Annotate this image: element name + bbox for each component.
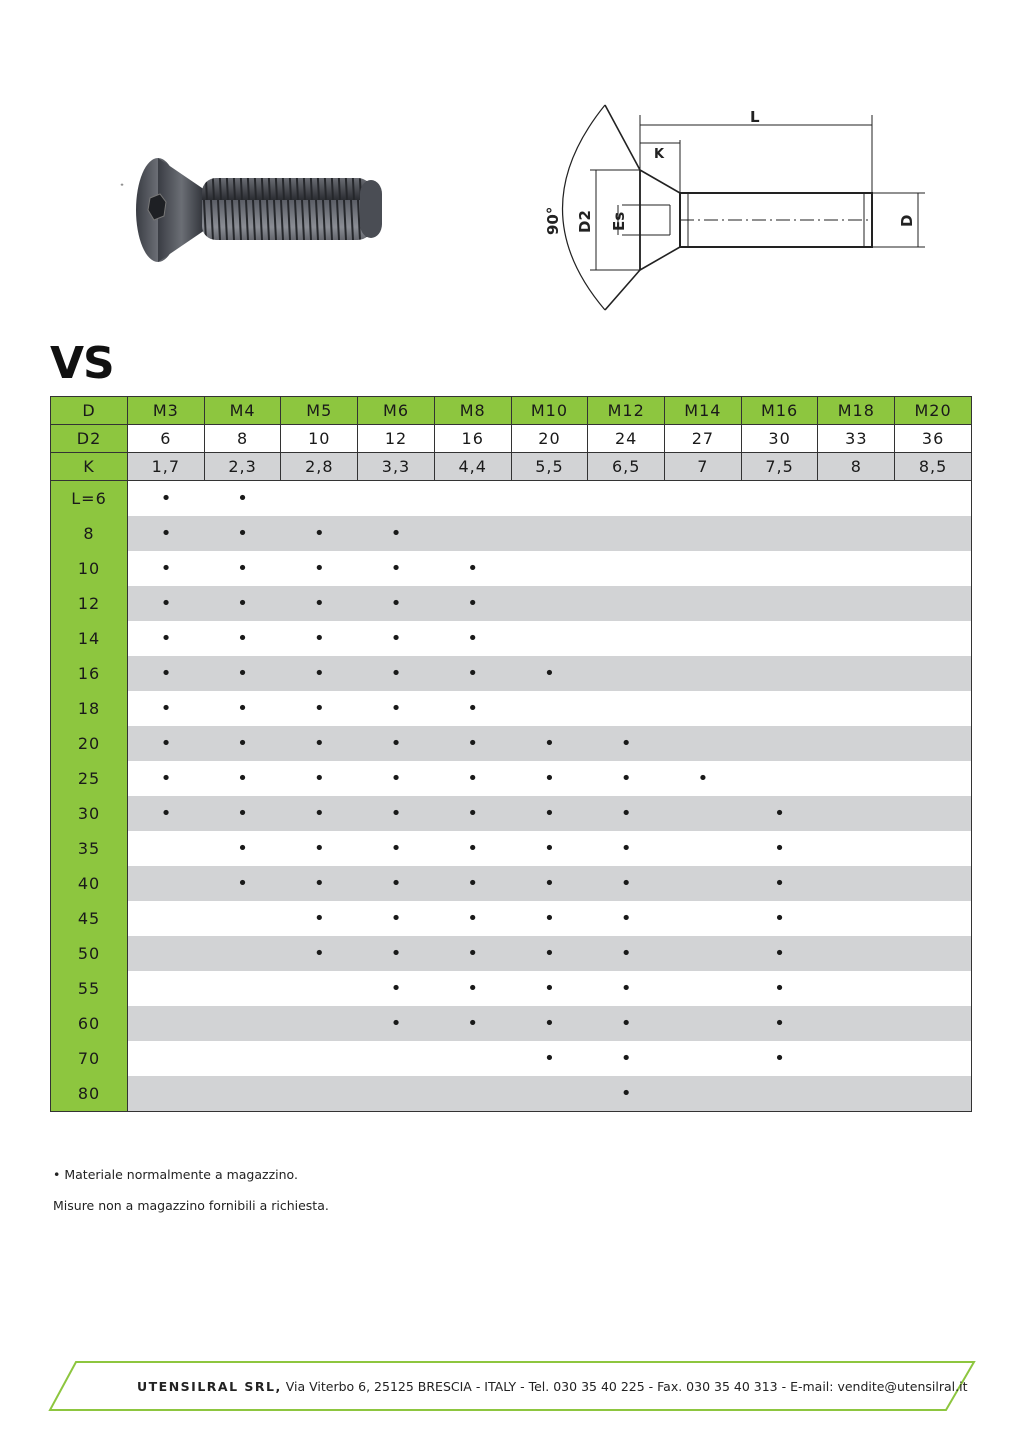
availability-mark: • bbox=[511, 796, 588, 831]
k-value: 7 bbox=[665, 453, 742, 481]
table-row bbox=[51, 901, 972, 936]
empty-cell bbox=[818, 1076, 895, 1112]
availability-mark: • bbox=[204, 551, 281, 586]
availability-mark: • bbox=[511, 726, 588, 761]
size-header: M16 bbox=[741, 397, 818, 425]
availability-mark: • bbox=[204, 761, 281, 796]
empty-cell bbox=[358, 1041, 435, 1076]
availability-mark: • bbox=[128, 761, 205, 796]
availability-mark: • bbox=[128, 586, 205, 621]
table-row bbox=[51, 726, 972, 761]
d2-label: D2 bbox=[51, 425, 128, 453]
availability-mark: • bbox=[588, 866, 665, 901]
label-angle: 90° bbox=[544, 206, 562, 235]
d2-value: 6 bbox=[128, 425, 205, 453]
size-header: M3 bbox=[128, 397, 205, 425]
availability-mark: • bbox=[741, 1006, 818, 1041]
empty-cell bbox=[588, 551, 665, 586]
empty-cell bbox=[895, 936, 972, 971]
empty-cell bbox=[741, 691, 818, 726]
empty-cell bbox=[895, 726, 972, 761]
table-row bbox=[51, 1041, 972, 1076]
availability-mark: • bbox=[434, 656, 511, 691]
size-table bbox=[50, 396, 972, 1112]
table-row bbox=[51, 936, 972, 971]
availability-mark: • bbox=[434, 761, 511, 796]
label-d: D bbox=[898, 214, 916, 227]
length-label: 20 bbox=[51, 726, 128, 761]
empty-cell bbox=[818, 516, 895, 551]
empty-cell bbox=[128, 1006, 205, 1041]
availability-mark: • bbox=[434, 586, 511, 621]
page-title: VS bbox=[50, 338, 114, 389]
size-header: M4 bbox=[204, 397, 281, 425]
footer-text bbox=[137, 1379, 968, 1394]
availability-mark: • bbox=[281, 866, 358, 901]
d2-value: 16 bbox=[434, 425, 511, 453]
k-value: 3,3 bbox=[358, 453, 435, 481]
table-row bbox=[51, 621, 972, 656]
availability-mark: • bbox=[741, 901, 818, 936]
empty-cell bbox=[128, 1041, 205, 1076]
empty-cell bbox=[204, 901, 281, 936]
empty-cell bbox=[588, 481, 665, 517]
availability-mark: • bbox=[434, 726, 511, 761]
empty-cell bbox=[204, 1041, 281, 1076]
empty-cell bbox=[895, 1041, 972, 1076]
availability-mark: • bbox=[358, 621, 435, 656]
availability-mark: • bbox=[511, 901, 588, 936]
availability-mark: • bbox=[588, 901, 665, 936]
availability-mark: • bbox=[128, 796, 205, 831]
length-label: 10 bbox=[51, 551, 128, 586]
length-label: 45 bbox=[51, 901, 128, 936]
availability-mark: • bbox=[358, 761, 435, 796]
header-label: D bbox=[51, 397, 128, 425]
availability-mark: • bbox=[358, 971, 435, 1006]
empty-cell bbox=[281, 971, 358, 1006]
availability-mark: • bbox=[281, 901, 358, 936]
availability-mark: • bbox=[281, 691, 358, 726]
table-row bbox=[51, 831, 972, 866]
size-header: M8 bbox=[434, 397, 511, 425]
length-label: 40 bbox=[51, 866, 128, 901]
table-row bbox=[51, 761, 972, 796]
empty-cell bbox=[281, 1041, 358, 1076]
availability-mark: • bbox=[588, 1041, 665, 1076]
availability-mark: • bbox=[434, 936, 511, 971]
empty-cell bbox=[818, 1041, 895, 1076]
availability-mark: • bbox=[204, 866, 281, 901]
availability-mark: • bbox=[434, 831, 511, 866]
d2-value: 27 bbox=[665, 425, 742, 453]
availability-mark: • bbox=[588, 831, 665, 866]
empty-cell bbox=[128, 901, 205, 936]
size-header: M10 bbox=[511, 397, 588, 425]
availability-mark: • bbox=[588, 726, 665, 761]
empty-cell bbox=[665, 831, 742, 866]
empty-cell bbox=[281, 1006, 358, 1041]
empty-cell bbox=[665, 621, 742, 656]
empty-cell bbox=[128, 831, 205, 866]
empty-cell bbox=[895, 656, 972, 691]
empty-cell bbox=[818, 656, 895, 691]
availability-mark: • bbox=[358, 656, 435, 691]
d2-value: 8 bbox=[204, 425, 281, 453]
availability-mark: • bbox=[434, 551, 511, 586]
availability-mark: • bbox=[511, 936, 588, 971]
k-value: 8,5 bbox=[895, 453, 972, 481]
length-label: 30 bbox=[51, 796, 128, 831]
table-row bbox=[51, 586, 972, 621]
availability-mark: • bbox=[281, 936, 358, 971]
table-row bbox=[51, 866, 972, 901]
availability-mark: • bbox=[358, 866, 435, 901]
length-label: 16 bbox=[51, 656, 128, 691]
empty-cell bbox=[665, 586, 742, 621]
empty-cell bbox=[665, 481, 742, 517]
empty-cell bbox=[665, 936, 742, 971]
empty-cell bbox=[818, 796, 895, 831]
size-header: M6 bbox=[358, 397, 435, 425]
size-header: M20 bbox=[895, 397, 972, 425]
availability-mark: • bbox=[204, 831, 281, 866]
availability-mark: • bbox=[358, 691, 435, 726]
availability-mark: • bbox=[511, 1006, 588, 1041]
length-label: 80 bbox=[51, 1076, 128, 1112]
availability-mark: • bbox=[741, 796, 818, 831]
empty-cell bbox=[818, 971, 895, 1006]
empty-cell bbox=[895, 516, 972, 551]
availability-mark: • bbox=[128, 551, 205, 586]
k-value: 4,4 bbox=[434, 453, 511, 481]
d2-value: 30 bbox=[741, 425, 818, 453]
table-header-row bbox=[51, 397, 972, 425]
empty-cell bbox=[818, 761, 895, 796]
empty-cell bbox=[895, 761, 972, 796]
empty-cell bbox=[818, 621, 895, 656]
availability-mark: • bbox=[358, 796, 435, 831]
availability-mark: • bbox=[358, 1006, 435, 1041]
length-label: 35 bbox=[51, 831, 128, 866]
availability-mark: • bbox=[281, 796, 358, 831]
k-value: 2,8 bbox=[281, 453, 358, 481]
empty-cell bbox=[665, 551, 742, 586]
availability-mark: • bbox=[128, 726, 205, 761]
empty-cell bbox=[895, 1006, 972, 1041]
empty-cell bbox=[895, 796, 972, 831]
screw-photo bbox=[110, 140, 400, 270]
empty-cell bbox=[741, 1076, 818, 1112]
availability-mark: • bbox=[281, 551, 358, 586]
notes bbox=[53, 1167, 329, 1229]
empty-cell bbox=[665, 1041, 742, 1076]
k-value: 6,5 bbox=[588, 453, 665, 481]
empty-cell bbox=[818, 551, 895, 586]
empty-cell bbox=[665, 1076, 742, 1112]
availability-mark: • bbox=[128, 621, 205, 656]
availability-mark: • bbox=[358, 516, 435, 551]
table-row bbox=[51, 796, 972, 831]
availability-mark: • bbox=[588, 796, 665, 831]
availability-mark: • bbox=[358, 586, 435, 621]
availability-mark: • bbox=[434, 691, 511, 726]
k-label: K bbox=[51, 453, 128, 481]
availability-mark: • bbox=[281, 586, 358, 621]
empty-cell bbox=[818, 691, 895, 726]
label-d2: D2 bbox=[576, 210, 594, 233]
empty-cell bbox=[741, 551, 818, 586]
empty-cell bbox=[895, 831, 972, 866]
table-row bbox=[51, 656, 972, 691]
empty-cell bbox=[895, 481, 972, 517]
empty-cell bbox=[204, 936, 281, 971]
length-label: 50 bbox=[51, 936, 128, 971]
empty-cell bbox=[741, 761, 818, 796]
empty-cell bbox=[204, 1006, 281, 1041]
empty-cell bbox=[895, 586, 972, 621]
label-k: K bbox=[654, 147, 665, 162]
empty-cell bbox=[818, 866, 895, 901]
availability-mark: • bbox=[588, 1006, 665, 1041]
availability-mark: • bbox=[741, 866, 818, 901]
empty-cell bbox=[511, 586, 588, 621]
availability-mark: • bbox=[204, 621, 281, 656]
availability-mark: • bbox=[588, 971, 665, 1006]
table-row bbox=[51, 1076, 972, 1112]
k-value: 8 bbox=[818, 453, 895, 481]
availability-mark: • bbox=[511, 971, 588, 1006]
empty-cell bbox=[818, 481, 895, 517]
empty-cell bbox=[665, 726, 742, 761]
technical-drawing bbox=[520, 95, 940, 330]
label-es: Es bbox=[610, 211, 628, 231]
empty-cell bbox=[434, 481, 511, 517]
availability-mark: • bbox=[358, 901, 435, 936]
d2-value: 24 bbox=[588, 425, 665, 453]
empty-cell bbox=[128, 866, 205, 901]
availability-mark: • bbox=[204, 726, 281, 761]
availability-mark: • bbox=[281, 831, 358, 866]
size-header: M14 bbox=[665, 397, 742, 425]
d2-value: 20 bbox=[511, 425, 588, 453]
length-label: L=6 bbox=[51, 481, 128, 517]
availability-mark: • bbox=[741, 971, 818, 1006]
empty-cell bbox=[511, 691, 588, 726]
empty-cell bbox=[741, 586, 818, 621]
empty-cell bbox=[895, 691, 972, 726]
table-row bbox=[51, 971, 972, 1006]
availability-mark: • bbox=[434, 971, 511, 1006]
availability-mark: • bbox=[434, 1006, 511, 1041]
empty-cell bbox=[511, 481, 588, 517]
empty-cell bbox=[895, 971, 972, 1006]
size-header: M5 bbox=[281, 397, 358, 425]
empty-cell bbox=[434, 516, 511, 551]
availability-mark: • bbox=[358, 831, 435, 866]
k-row bbox=[51, 453, 972, 481]
d2-value: 33 bbox=[818, 425, 895, 453]
k-value: 1,7 bbox=[128, 453, 205, 481]
empty-cell bbox=[588, 516, 665, 551]
availability-mark: • bbox=[204, 586, 281, 621]
empty-cell bbox=[665, 691, 742, 726]
empty-cell bbox=[818, 831, 895, 866]
availability-mark: • bbox=[204, 481, 281, 517]
empty-cell bbox=[434, 1076, 511, 1112]
availability-mark: • bbox=[281, 516, 358, 551]
empty-cell bbox=[818, 1006, 895, 1041]
availability-mark: • bbox=[204, 796, 281, 831]
table-row bbox=[51, 481, 972, 517]
availability-mark: • bbox=[434, 901, 511, 936]
empty-cell bbox=[741, 516, 818, 551]
empty-cell bbox=[588, 621, 665, 656]
empty-cell bbox=[895, 1076, 972, 1112]
empty-cell bbox=[128, 936, 205, 971]
empty-cell bbox=[741, 726, 818, 761]
availability-mark: • bbox=[204, 516, 281, 551]
availability-mark: • bbox=[665, 761, 742, 796]
empty-cell bbox=[281, 1076, 358, 1112]
availability-mark: • bbox=[511, 761, 588, 796]
availability-mark: • bbox=[128, 481, 205, 517]
empty-cell bbox=[895, 551, 972, 586]
empty-cell bbox=[895, 866, 972, 901]
empty-cell bbox=[588, 691, 665, 726]
availability-mark: • bbox=[741, 831, 818, 866]
availability-mark: • bbox=[281, 656, 358, 691]
length-label: 55 bbox=[51, 971, 128, 1006]
table-row bbox=[51, 551, 972, 586]
empty-cell bbox=[204, 971, 281, 1006]
availability-mark: • bbox=[434, 796, 511, 831]
request-note: Misure non a magazzino fornibili a richiesta. bbox=[53, 1198, 329, 1213]
empty-cell bbox=[434, 1041, 511, 1076]
availability-mark: • bbox=[281, 726, 358, 761]
footer-address: Via Viterbo 6, 25125 BRESCIA - ITALY - Tel. 030 35 40 225 - Fax. 030 35 40 313 - E-mail: vendite@utensilral.it bbox=[281, 1379, 968, 1394]
availability-mark: • bbox=[128, 656, 205, 691]
availability-mark: • bbox=[588, 1076, 665, 1112]
length-label: 70 bbox=[51, 1041, 128, 1076]
stock-note: • Materiale normalmente a magazzino. bbox=[53, 1167, 298, 1182]
d2-value: 36 bbox=[895, 425, 972, 453]
empty-cell bbox=[818, 936, 895, 971]
k-value: 2,3 bbox=[204, 453, 281, 481]
empty-cell bbox=[358, 481, 435, 517]
availability-mark: • bbox=[511, 866, 588, 901]
empty-cell bbox=[204, 1076, 281, 1112]
empty-cell bbox=[128, 971, 205, 1006]
empty-cell bbox=[665, 796, 742, 831]
empty-cell bbox=[741, 481, 818, 517]
empty-cell bbox=[358, 1076, 435, 1112]
empty-cell bbox=[665, 901, 742, 936]
label-l: L bbox=[750, 108, 760, 126]
footer-company: UTENSILRAL SRL, bbox=[137, 1379, 282, 1394]
availability-mark: • bbox=[588, 761, 665, 796]
empty-cell bbox=[818, 726, 895, 761]
empty-cell bbox=[665, 1006, 742, 1041]
empty-cell bbox=[588, 656, 665, 691]
empty-cell bbox=[818, 586, 895, 621]
length-label: 14 bbox=[51, 621, 128, 656]
availability-mark: • bbox=[434, 866, 511, 901]
availability-mark: • bbox=[204, 656, 281, 691]
availability-mark: • bbox=[358, 936, 435, 971]
empty-cell bbox=[818, 901, 895, 936]
availability-mark: • bbox=[281, 621, 358, 656]
length-label: 8 bbox=[51, 516, 128, 551]
availability-mark: • bbox=[741, 936, 818, 971]
availability-mark: • bbox=[204, 691, 281, 726]
table-row bbox=[51, 1006, 972, 1041]
empty-cell bbox=[511, 516, 588, 551]
availability-mark: • bbox=[128, 691, 205, 726]
availability-mark: • bbox=[741, 1041, 818, 1076]
d2-value: 10 bbox=[281, 425, 358, 453]
length-label: 18 bbox=[51, 691, 128, 726]
empty-cell bbox=[281, 481, 358, 517]
availability-mark: • bbox=[434, 621, 511, 656]
length-label: 12 bbox=[51, 586, 128, 621]
empty-cell bbox=[511, 551, 588, 586]
empty-cell bbox=[665, 971, 742, 1006]
d2-value: 12 bbox=[358, 425, 435, 453]
availability-mark: • bbox=[511, 831, 588, 866]
empty-cell bbox=[741, 656, 818, 691]
availability-mark: • bbox=[358, 726, 435, 761]
empty-cell bbox=[895, 901, 972, 936]
empty-cell bbox=[895, 621, 972, 656]
empty-cell bbox=[511, 621, 588, 656]
d2-row bbox=[51, 425, 972, 453]
availability-mark: • bbox=[511, 1041, 588, 1076]
empty-cell bbox=[665, 656, 742, 691]
svg-text:ᐩ: ᐩ bbox=[120, 182, 124, 193]
availability-mark: • bbox=[358, 551, 435, 586]
availability-mark: • bbox=[128, 516, 205, 551]
length-label: 25 bbox=[51, 761, 128, 796]
empty-cell bbox=[665, 516, 742, 551]
k-value: 7,5 bbox=[741, 453, 818, 481]
empty-cell bbox=[741, 621, 818, 656]
length-label: 60 bbox=[51, 1006, 128, 1041]
size-header: M18 bbox=[818, 397, 895, 425]
k-value: 5,5 bbox=[511, 453, 588, 481]
empty-cell bbox=[588, 586, 665, 621]
availability-mark: • bbox=[588, 936, 665, 971]
empty-cell bbox=[511, 1076, 588, 1112]
table-row bbox=[51, 516, 972, 551]
empty-cell bbox=[128, 1076, 205, 1112]
availability-mark: • bbox=[511, 656, 588, 691]
table-row bbox=[51, 691, 972, 726]
empty-cell bbox=[665, 866, 742, 901]
availability-mark: • bbox=[281, 761, 358, 796]
size-header: M12 bbox=[588, 397, 665, 425]
